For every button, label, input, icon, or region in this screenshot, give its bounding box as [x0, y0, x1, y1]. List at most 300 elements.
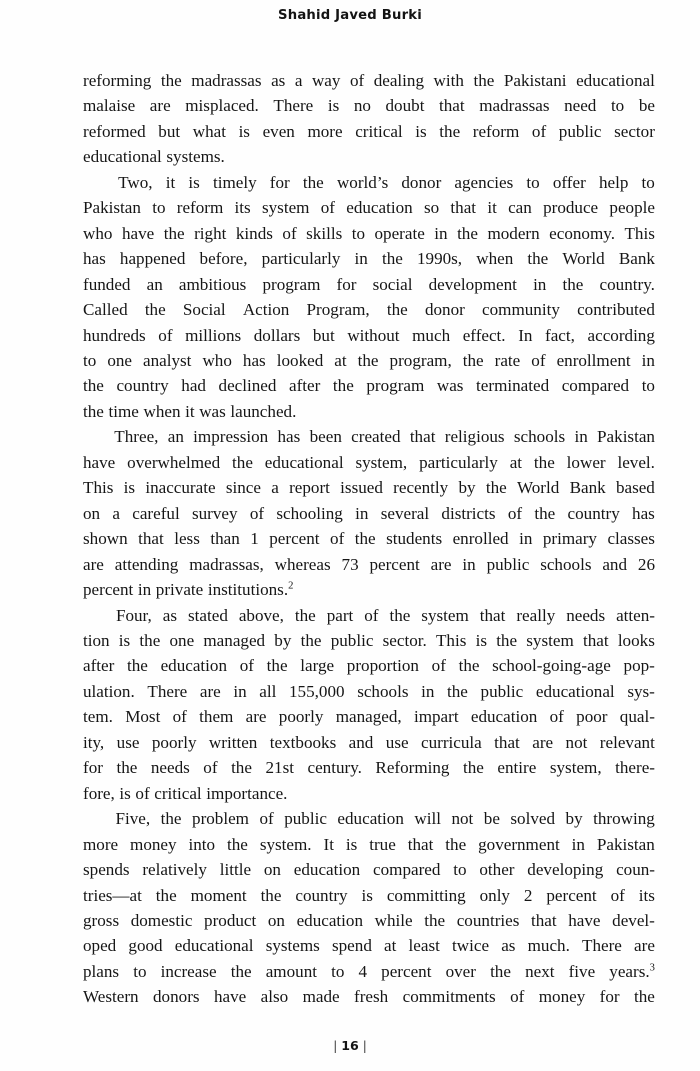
word: country — [116, 376, 169, 396]
word: moment — [190, 885, 247, 905]
word: on — [263, 860, 281, 880]
word: of — [249, 503, 265, 523]
word: only — [479, 885, 510, 905]
word: reforming — [83, 71, 152, 90]
word: at — [384, 936, 397, 956]
word: contributed — [577, 300, 655, 320]
word: There — [273, 96, 314, 116]
word: not — [565, 732, 588, 752]
word: the — [302, 172, 324, 192]
word: educational — [535, 681, 615, 701]
word: it — [165, 172, 176, 192]
word: of — [239, 656, 254, 676]
word: spend — [331, 936, 372, 956]
word: also — [260, 987, 289, 1007]
word: the — [473, 71, 495, 90]
paragraph — [83, 806, 655, 1010]
word: oped — [83, 936, 117, 956]
text-line — [83, 933, 655, 958]
word: of — [135, 783, 150, 803]
paragraph-indent — [83, 603, 105, 628]
word: good — [128, 936, 163, 956]
text-line — [83, 577, 655, 602]
word: the — [462, 350, 484, 370]
word: based — [615, 478, 655, 498]
text-line — [83, 119, 655, 144]
word: written — [208, 732, 258, 752]
word: that — [409, 427, 436, 447]
word: schooling — [276, 503, 343, 523]
word: of — [364, 605, 379, 625]
word: to — [331, 961, 345, 981]
word: the — [533, 452, 555, 472]
word: country — [295, 885, 348, 905]
word: in — [533, 274, 547, 294]
word: created — [351, 427, 401, 447]
word: education — [160, 656, 228, 676]
word: produce — [543, 198, 599, 218]
word: is — [123, 478, 136, 498]
word: systems. — [166, 147, 225, 167]
word: misplaced. — [185, 96, 259, 116]
word: of — [203, 758, 218, 778]
word: needs — [566, 605, 606, 625]
word: made — [302, 987, 340, 1007]
word: Western — [83, 987, 139, 1007]
word: of — [510, 987, 525, 1007]
word: is — [327, 96, 340, 116]
word: community — [482, 300, 560, 320]
word: Two, — [118, 172, 153, 192]
word: the — [447, 681, 468, 701]
word: attending — [114, 554, 179, 574]
word: committing — [386, 885, 466, 905]
text-line — [83, 221, 655, 246]
word: to — [83, 350, 97, 370]
word: hundreds — [83, 325, 146, 345]
word: lower — [566, 452, 606, 472]
word: an — [146, 274, 163, 294]
word: analyst — [143, 350, 192, 370]
word: World — [562, 249, 605, 269]
word: particularly — [261, 249, 341, 269]
word: This — [624, 223, 655, 243]
word: is — [188, 172, 200, 192]
word: the — [160, 71, 182, 90]
word: are — [199, 681, 221, 701]
word: needs — [150, 758, 190, 778]
word: its — [234, 198, 251, 218]
word: There — [582, 936, 622, 956]
text-line — [83, 653, 655, 678]
word: whereas — [274, 554, 331, 574]
body-text-block — [83, 68, 655, 1010]
word: relevant — [599, 732, 655, 752]
word: time — [108, 401, 139, 421]
word: 2 — [523, 885, 533, 905]
word: the — [634, 987, 655, 1007]
word: education — [337, 809, 404, 829]
word: the — [116, 758, 138, 778]
word: percent — [369, 554, 420, 574]
word: spends — [83, 860, 130, 880]
word: Social — [182, 300, 226, 320]
word: while — [374, 910, 413, 930]
word: throwing — [593, 809, 655, 829]
word: problem — [192, 809, 249, 829]
word: have — [213, 987, 247, 1007]
word: to — [526, 172, 540, 192]
word: enrollment — [556, 350, 631, 370]
text-line — [83, 908, 655, 933]
word: educational — [576, 71, 655, 90]
text-line — [83, 144, 655, 169]
word: are — [245, 707, 267, 727]
word: according — [587, 325, 655, 345]
word: Four, — [115, 605, 152, 625]
word: before, — [199, 249, 248, 269]
word: 1 — [250, 529, 259, 549]
word: are — [83, 554, 104, 574]
word: rate — [494, 350, 521, 370]
word: pop- — [623, 656, 655, 676]
footnote-marker: 3 — [649, 962, 655, 974]
paragraph — [83, 170, 655, 425]
word: This — [83, 478, 114, 498]
word: by — [565, 809, 583, 829]
word: the — [357, 350, 379, 370]
text-line — [83, 475, 655, 500]
word: Pakistan — [83, 198, 141, 218]
word: fact, — [545, 325, 575, 345]
word: effect. — [462, 325, 506, 345]
word: atten- — [616, 605, 655, 625]
word: have — [83, 452, 116, 472]
word: Bank — [569, 478, 606, 498]
word: public — [486, 554, 530, 574]
word: the — [490, 961, 511, 981]
word: that — [439, 96, 465, 116]
word: much. — [527, 936, 570, 956]
text-line — [83, 959, 655, 984]
word: program — [366, 376, 425, 396]
word: public — [330, 630, 374, 650]
word: one — [107, 350, 132, 370]
text-line — [83, 501, 655, 526]
word: millions — [185, 325, 242, 345]
word: reform — [472, 121, 520, 141]
word: looked — [276, 350, 324, 370]
text-line — [83, 857, 655, 882]
word: economy. — [549, 223, 615, 243]
word: the — [260, 885, 282, 905]
paragraph-indent — [83, 424, 105, 449]
word: the — [332, 376, 354, 396]
word: was — [199, 401, 226, 421]
word: the — [445, 834, 467, 854]
word: dealing — [373, 71, 425, 90]
word: little — [219, 860, 252, 880]
word: 73 — [341, 554, 359, 574]
word: Action — [242, 300, 290, 320]
word: ambitious — [178, 274, 247, 294]
word: sector. — [382, 630, 427, 650]
word: are — [532, 732, 554, 752]
word: but — [312, 325, 335, 345]
word: private — [155, 580, 204, 600]
word: Pakistan — [597, 427, 655, 447]
running-head: Shahid Javed Burki — [278, 8, 422, 23]
word: that — [494, 732, 520, 752]
word: overwhelmed — [127, 452, 221, 472]
word: domestic — [130, 910, 193, 930]
word: world’s — [336, 172, 389, 192]
word: will — [414, 809, 441, 829]
word: 21st — [265, 758, 294, 778]
text-line — [83, 348, 655, 373]
word: country. — [599, 274, 655, 294]
word: doubt — [385, 96, 425, 116]
word: system, — [355, 452, 408, 472]
word: a — [112, 503, 120, 523]
word: to — [641, 172, 655, 192]
text-line — [83, 628, 655, 653]
word: on — [267, 910, 285, 930]
word: are — [634, 936, 655, 956]
word: percent — [381, 961, 432, 981]
word: that — [450, 198, 477, 218]
word: above, — [238, 605, 284, 625]
word: qual- — [619, 707, 655, 727]
text-line — [83, 603, 655, 628]
word: in — [574, 427, 588, 447]
word: school-going-age — [492, 656, 611, 676]
word: not — [451, 809, 474, 829]
word: years.$^3$ — [609, 961, 655, 981]
word: sys- — [627, 681, 655, 701]
word: public — [284, 809, 327, 829]
word: of — [259, 809, 274, 829]
text-line — [83, 781, 655, 806]
word: districts — [441, 503, 496, 523]
word: century. — [307, 758, 362, 778]
word: curricula — [421, 732, 482, 752]
word: Most — [125, 707, 161, 727]
word: into — [188, 834, 216, 854]
word: one — [169, 630, 195, 650]
word: have — [568, 910, 601, 930]
word: impression — [193, 427, 269, 447]
text-line — [83, 68, 655, 93]
word: increase — [160, 961, 217, 981]
word: system. — [259, 834, 312, 854]
text-line — [83, 170, 655, 195]
word: be — [638, 96, 655, 116]
word: proportion — [346, 656, 419, 676]
word: is — [415, 121, 427, 141]
word: 155,000 — [289, 681, 345, 701]
paragraph-indent — [83, 806, 105, 831]
word: Pakistani — [503, 71, 567, 90]
word: managed, — [335, 707, 402, 727]
word: all — [259, 681, 277, 701]
word: schools — [513, 427, 566, 447]
word: the — [424, 910, 446, 930]
word: large — [300, 656, 335, 676]
word: of — [158, 325, 173, 345]
word: it — [185, 401, 195, 421]
word: in — [434, 223, 448, 243]
word: donors — [153, 987, 200, 1007]
word: in — [137, 580, 152, 600]
word: enrolled — [452, 529, 509, 549]
word: ity, — [83, 732, 105, 752]
word: public — [558, 121, 602, 141]
text-line — [83, 246, 655, 271]
word: timely — [212, 172, 257, 192]
word: Five, — [115, 809, 151, 829]
word: after — [83, 656, 115, 676]
word: people — [609, 198, 655, 218]
word: of — [507, 503, 523, 523]
word: This — [435, 630, 467, 650]
word: the — [389, 605, 411, 625]
paragraph-indent — [83, 170, 105, 195]
word: public — [480, 681, 524, 701]
word: developing — [527, 860, 604, 880]
word: system — [261, 198, 310, 218]
word: dollars — [253, 325, 301, 345]
word: by — [274, 630, 292, 650]
word: donor — [424, 300, 465, 320]
word: of — [549, 707, 564, 727]
word: that — [582, 630, 609, 650]
word: the — [354, 529, 376, 549]
word: declined — [218, 376, 277, 396]
word: of — [531, 350, 546, 370]
word: had — [181, 376, 206, 396]
word: percent — [83, 580, 134, 600]
word: to — [133, 961, 147, 981]
word: of — [320, 198, 335, 218]
word: is — [361, 885, 373, 905]
word: in — [641, 350, 655, 370]
word: so — [423, 198, 440, 218]
word: less — [174, 529, 200, 549]
word: It — [323, 834, 334, 854]
word: by — [458, 478, 476, 498]
word: that — [479, 605, 506, 625]
word: the — [160, 809, 182, 829]
word: the — [266, 656, 288, 676]
word: for — [336, 274, 357, 294]
word: who — [83, 223, 113, 243]
word: tion — [83, 630, 110, 650]
word: survey — [191, 503, 238, 523]
word: In — [518, 325, 533, 345]
word: Three, — [114, 427, 159, 447]
word: donor — [401, 172, 442, 192]
word: the — [485, 478, 507, 498]
text-line — [83, 272, 655, 297]
word: at — [334, 350, 347, 370]
word: need — [564, 96, 597, 116]
word: religious — [444, 427, 505, 447]
word: relatively — [142, 860, 207, 880]
word: coun- — [616, 860, 655, 880]
text-line — [83, 755, 655, 780]
word: the — [163, 223, 185, 243]
word: the — [463, 758, 484, 778]
word: the — [231, 758, 252, 778]
text-line — [83, 704, 655, 729]
word: of — [431, 656, 446, 676]
word: since — [225, 478, 261, 498]
word: tries—at — [83, 885, 142, 905]
word: in — [519, 529, 533, 549]
word: what — [192, 121, 226, 141]
paragraph — [83, 424, 655, 602]
word: the — [458, 656, 480, 676]
word: in — [571, 834, 585, 854]
word: for — [599, 987, 620, 1007]
word: the — [294, 605, 316, 625]
word: be — [483, 809, 500, 829]
word: for — [269, 172, 290, 192]
word: has — [83, 249, 106, 269]
word: even — [262, 121, 295, 141]
word: reformed — [83, 121, 146, 141]
word: the — [496, 630, 518, 650]
word: for — [83, 758, 103, 778]
word: education — [293, 860, 361, 880]
text-line — [83, 399, 655, 424]
word: its — [638, 885, 655, 905]
word: education — [296, 910, 364, 930]
word: the — [83, 376, 104, 396]
word: terminated — [476, 376, 550, 396]
word: way — [311, 71, 341, 90]
word: part — [326, 605, 354, 625]
word: reform — [176, 198, 224, 218]
word: true — [369, 834, 396, 854]
word: five — [568, 961, 596, 981]
word: in — [233, 681, 247, 701]
word: to — [453, 860, 467, 880]
word: schools — [357, 681, 409, 701]
word: madrassas — [479, 96, 550, 116]
text-line — [83, 883, 655, 908]
word: system — [526, 630, 574, 650]
word: to — [641, 376, 655, 396]
word: education — [346, 198, 413, 218]
word: and — [602, 554, 628, 574]
word: as — [501, 936, 516, 956]
word: several — [380, 503, 430, 523]
word: the — [144, 300, 166, 320]
word: is — [238, 121, 250, 141]
word: are — [430, 554, 452, 574]
word: compared — [373, 860, 441, 880]
word: them — [199, 707, 234, 727]
word: of — [282, 223, 297, 243]
word: Pakistan — [596, 834, 655, 854]
word: ulation. — [83, 681, 135, 701]
word: system — [421, 605, 469, 625]
word: with — [433, 71, 464, 90]
word: recently — [393, 478, 449, 498]
word: the — [155, 885, 177, 905]
